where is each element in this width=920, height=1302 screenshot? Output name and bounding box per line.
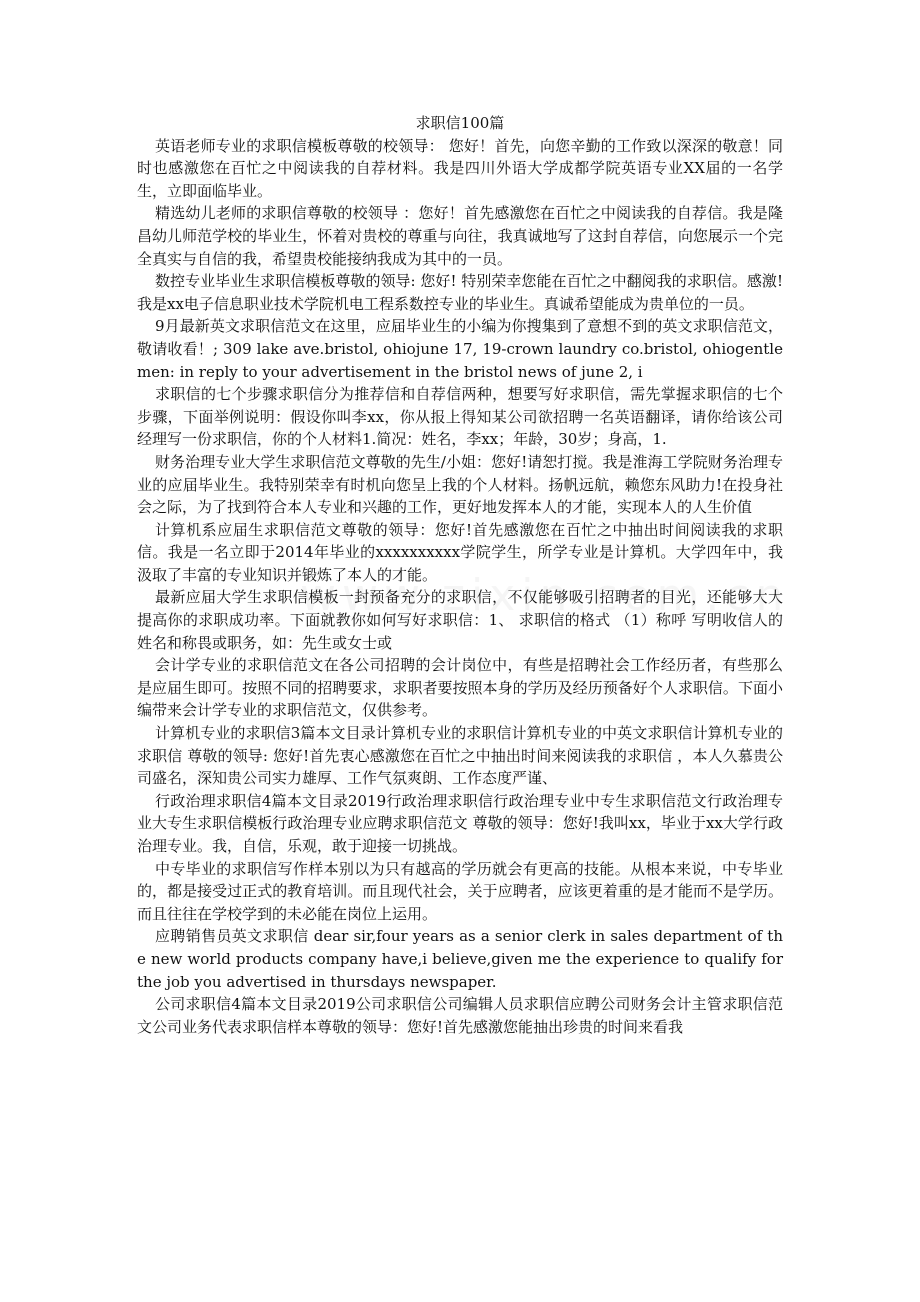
paragraph-8: 最新应届大学生求职信模板一封预备充分的求职信，不仅能够吸引招聘者的目光，还能够大大提高你的求职成功率。下面就教你如何写好求职信：1、 求职信的格式 （1）称呼 写明收信人的姓名和称畏或职务，如：先生或女士或: [137, 588, 783, 652]
paragraph-1: 英语老师专业的求职信模板尊敬的校领导： 您好！首先，向您辛勤的工作致以深深的敬意！同时也感激您在百忙之中阅读我的自荐材料。我是四川外语大学成都学院英语专业XX届的一名学生，立即面临毕业。: [137, 136, 783, 200]
paragraph-6: 财务治理专业大学生求职信范文尊敬的先生/小姐：您好!请恕打搅。我是淮海工学院财务治理专业的应届毕业生。我特别荣幸有时机向您呈上我的个人材料。扬帆远航，赖您东风助力!在投身社会之际，为了找到符合本人专业和兴趣的工作，更好地发挥本人的才能，实现本人的人生价值: [137, 452, 783, 517]
paragraph-13: 应聘销售员英文求职信 dear sir,four years as a senior clerk in sales department of the new world products company have,i believe,given me the experience to qualify for the job you advertised in thursdays newspaper.: [137, 927, 783, 991]
document-page: [137, 112, 783, 1038]
paragraph-11: 行政治理求职信4篇本文目录2019行政治理求职信行政治理专业中专生求职信范文行政治理专业大专生求职信模板行政治理专业应聘求职信范文 尊敬的领导：您好!我叫xx，毕业于xx大学行政治理专业。我，自信，乐观，敢于迎接一切挑战。: [137, 791, 783, 855]
paragraph-4: 9月最新英文求职信范文在这里，应届毕业生的小编为你搜集到了意想不到的英文求职信范文，敬请收看！; 309 lake ave.bristol, ohiojune 17, 19-crown laundry co.bristol, ohiogentlemen: in reply to your advertisement in the bristol news of june 2, i: [137, 317, 783, 381]
paragraph-14: 公司求职信4篇本文目录2019公司求职信公司编辑人员求职信应聘公司财务会计主管求职信范文公司业务代表求职信样本尊敬的领导：您好!首先感激您能抽出珍贵的时间来看我: [137, 995, 783, 1036]
paragraph-3: 数控专业毕业生求职信模板尊敬的领导: 您好! 特别荣幸您能在百忙之中翻阅我的求职信。感激!我是xx电子信息职业技术学院机电工程系数控专业的毕业生。真诚希望能成为贵单位的一员。: [137, 272, 783, 313]
paragraph-10: 计算机专业的求职信3篇本文目录计算机专业的求职信计算机专业的中英文求职信计算机专业的求职信 尊敬的领导: 您好!首先衷心感激您在百忙之中抽出时间来阅读我的求职信 ，本人久慕贵公司盛名，深知贵公司实力雄厚、工作气氛爽朗、工作态度严谨、: [137, 724, 783, 788]
paragraph-12: 中专毕业的求职信写作样本别以为只有越高的学历就会有更高的技能。从根本来说，中专毕业的，都是接受过正式的教育培训。而且现代社会，关于应聘者，应该更着重的是才能而不是学历。而且往往在学校学到的未必能在岗位上运用。: [137, 859, 783, 923]
paragraph-2: 精选幼儿老师的求职信尊敬的校领导 ：您好！首先感激您在百忙之中阅读我的自荐信。我是隆昌幼儿师范学校的毕业生，怀着对贵校的尊重与向往，我真诚地写了这封自荐信，向您展示一个完全真实与自信的我，希望贵校能接纳我成为其中的一员。: [137, 204, 783, 268]
document-title: 求职信100篇: [415, 114, 505, 132]
paragraph-9: 会计学专业的求职信范文在各公司招聘的会计岗位中，有些是招聘社会工作经历者，有些那么是应届生即可。按照不同的招聘要求，求职者要按照本身的学历及经历预备好个人求职信。下面小编带来会计学专业的求职信范文，仅供参考。: [137, 656, 783, 720]
paragraph-7: 计算机系应届生求职信范文尊敬的领导：您好!首先感激您在百忙之中抽出时间阅读我的求职信。我是一名立即于2014年毕业的xxxxxxxxxx学院学生，所学专业是计算机。大学四年中，我汲取了丰富的专业知识并锻炼了本人的才能。: [137, 520, 783, 584]
paragraph-5: 求职信的七个步骤求职信分为推荐信和自荐信两种，想要写好求职信，需先掌握求职信的七个步骤，下面举例说明：假设你叫李xx，你从报上得知某公司欲招聘一名英语翻译，请你给该公司经理写一份求职信，你的个人材料1.简况：姓名，李xx；年龄，30岁；身高，1.: [137, 385, 783, 449]
